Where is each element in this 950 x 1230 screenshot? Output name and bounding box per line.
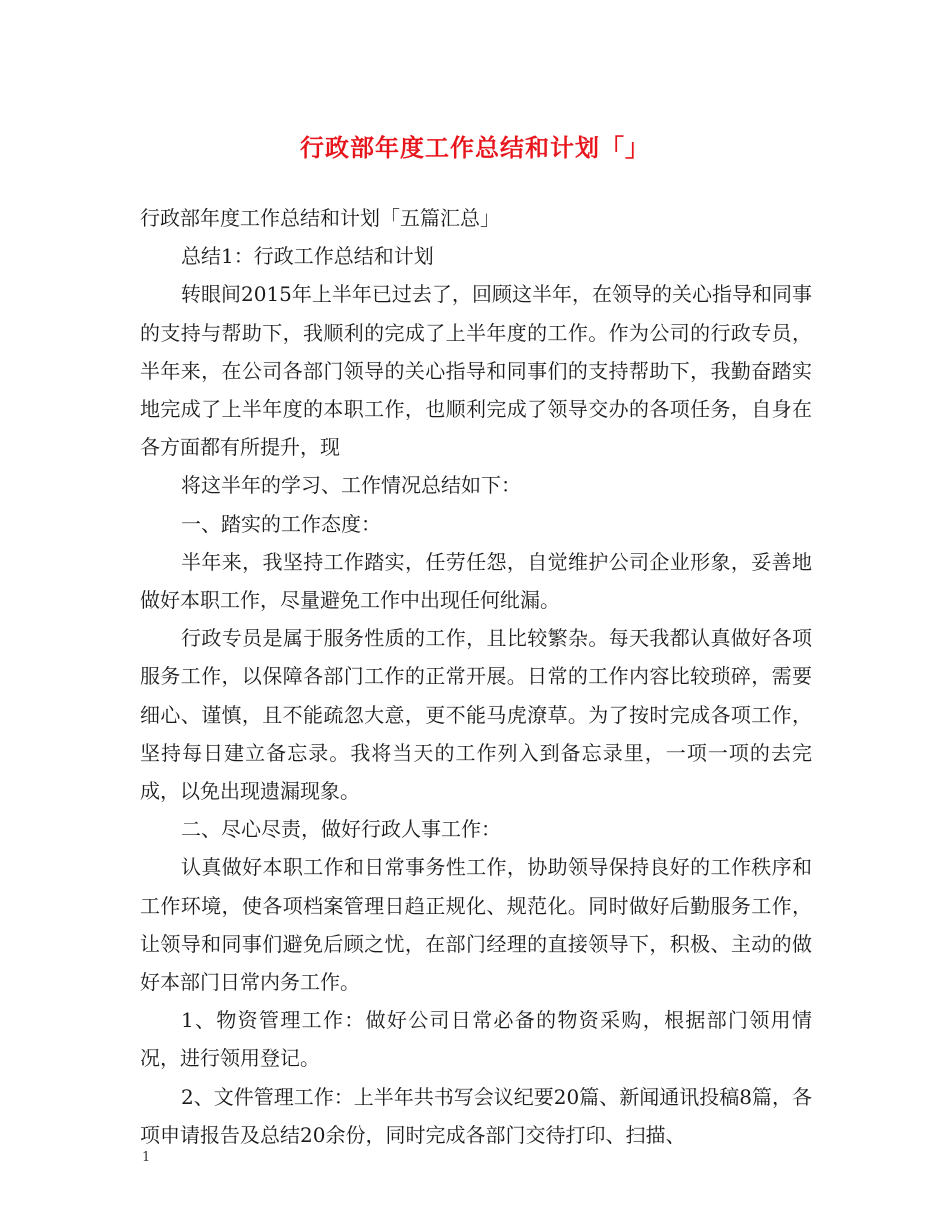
body-paragraph: 2、文件管理工作：上半年共书写会议纪要20篇、新闻通讯投稿8篇，各项申请报告及总结20余份，同时完成各部门交待打印、扫描、 (140, 1084, 812, 1147)
document-title: 行政部年度工作总结和计划「」 (300, 133, 650, 162)
body-paragraph: 将这半年的学习、工作情况总结如下： (181, 473, 521, 498)
body-paragraph: 一、踏实的工作态度： (181, 511, 381, 536)
document-body (140, 199, 812, 1154)
body-paragraph: 1、物资管理工作：做好公司日常必备的物资采购，根据部门领用情况，进行领用登记。 (140, 1008, 812, 1071)
body-paragraph: 二、尽心尽责，做好行政人事工作： (181, 817, 501, 842)
body-paragraph: 认真做好本职工作和日常事务性工作，协助领导保持良好的工作秩序和工作环境，使各项档案管理日趋正规化、规范化。同时做好后勤服务工作，让领导和同事们避免后顾之忧，在部门经理的直接领导下，积极、主动的做好本部门日常内务工作。 (140, 855, 812, 995)
body-paragraph: 总结1：行政工作总结和计划 (181, 244, 434, 269)
body-paragraph: 半年来，我坚持工作踏实，任劳任怨，自觉维护公司企业形象，妥善地做好本职工作，尽量避免工作中出现任何纰漏。 (140, 549, 812, 613)
page-number: 1 (142, 1150, 151, 1165)
body-paragraph: 转眼间2015年上半年已过去了，回顾这半年，在领导的关心指导和同事的支持与帮助下，我顺利的完成了上半年度的工作。作为公司的行政专员，半年来，在公司各部门领导的关心指导和同事们的支持帮助下，我勤奋踏实地完成了上半年度的本职工作，也顺利完成了领导交办的各项任务，自身在各方面都有所提升，现 (140, 282, 812, 460)
body-paragraph: 行政部年度工作总结和计划「五篇汇总」 (140, 206, 500, 230)
body-paragraph: 行政专员是属于服务性质的工作，且比较繁杂。每天我都认真做好各项服务工作，以保障各部门工作的正常开展。日常的工作内容比较琐碎，需要细心、谨慎，且不能疏忽大意，更不能马虎潦草。为了按时完成各项工作，坚持每日建立备忘录。我将当天的工作列入到备忘录里，一项一项的去完成，以免出现遗漏现象。 (140, 626, 812, 804)
